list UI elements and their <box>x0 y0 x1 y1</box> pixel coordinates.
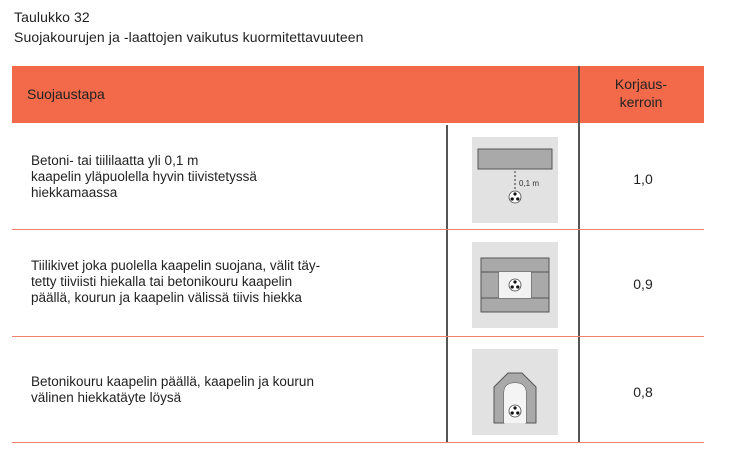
brick-enclosure-illustration <box>472 242 558 328</box>
concrete-trough-diagram <box>472 349 558 435</box>
brick-left <box>481 272 499 298</box>
brick-bottom <box>481 298 549 312</box>
slab-over-cable-illustration <box>472 137 558 223</box>
data-table <box>12 66 704 443</box>
distance-annotation: 0,1 m <box>519 179 540 188</box>
table-header <box>12 66 704 123</box>
table-title: Suojakourujen ja -laattojen vaikutus kuormitettavuuteen <box>14 29 364 45</box>
table-row <box>12 230 704 336</box>
correction-factor: 0,9 <box>633 276 653 292</box>
row-divider <box>12 442 704 443</box>
correction-factor: 0,8 <box>633 384 653 400</box>
slab-diagram <box>472 137 558 223</box>
concrete-slab <box>478 149 552 169</box>
correction-factor: 1,0 <box>633 171 653 187</box>
table-row <box>12 123 704 229</box>
table-caption <box>14 7 363 47</box>
column-header-protection-method: Suojaustapa <box>27 86 105 102</box>
column-header-correction-factor: Korjaus- kerroin <box>614 76 668 110</box>
concrete-trough-illustration <box>472 349 558 435</box>
brick-right <box>531 272 549 298</box>
table-row <box>12 337 704 443</box>
brick-enclosure-diagram <box>472 242 558 328</box>
table-label: Taulukko 32 <box>14 9 90 25</box>
brick-top <box>481 258 549 272</box>
row-description: Betoni- tai tiililaatta yli 0,1 m kaapelin yläpuolella hyvin tiivistetyssä hiekkamaassa <box>31 153 257 200</box>
row-description: Tiilikivet joka puolella kaapelin suojana, välit täy- tetty tiiviisti hiekalla tai betonikouru kaapelin päällä, kourun ja kaapelin välissä tiivis hiekka <box>31 258 321 305</box>
row-description: Betonikouru kaapelin päällä, kaapelin ja kourun välinen hiekkatäyte löysä <box>31 374 314 405</box>
